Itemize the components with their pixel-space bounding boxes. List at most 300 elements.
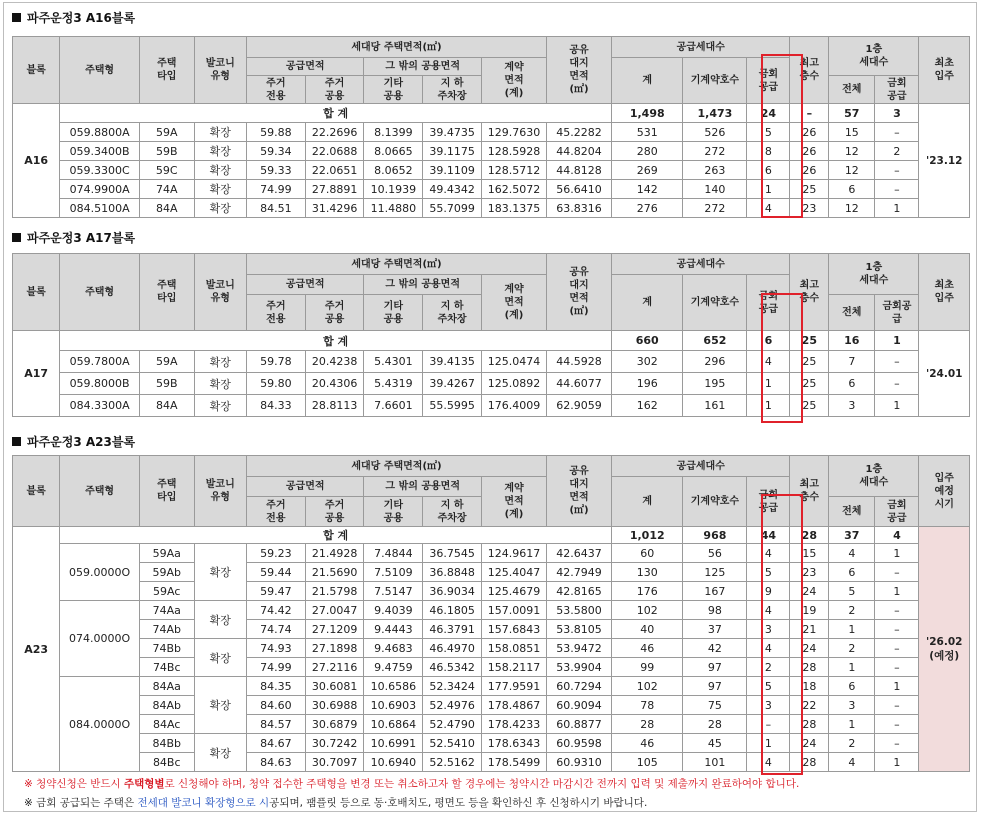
hdr-common: 주거 공용 xyxy=(305,76,364,104)
max-floor: 19 xyxy=(790,601,829,620)
hdr-supply-area: 공급면적 xyxy=(246,58,364,76)
land-share: 60.8877 xyxy=(547,715,612,734)
type: 74Aa xyxy=(139,601,194,620)
land-share: 60.7294 xyxy=(547,677,612,696)
max-floor: 24 xyxy=(790,639,829,658)
hdr-move-in: 입주 예정 시기 xyxy=(919,456,970,527)
exclusive-area: 84.33 xyxy=(246,395,305,417)
max-floor: 22 xyxy=(790,696,829,715)
etc-common: 9.4683 xyxy=(364,639,423,658)
type: 74Ab xyxy=(139,620,194,639)
common-area: 21.4928 xyxy=(305,544,364,563)
hdr-block: 블록 xyxy=(13,254,60,331)
hdr-area-per-unit: 세대당 주택면적(㎡) xyxy=(246,456,546,477)
first-floor-total: 6 xyxy=(829,373,875,395)
table-row xyxy=(13,715,970,734)
sum-this-supply: 44 xyxy=(747,527,790,544)
hdr-contract-area: 계약 면적 (계) xyxy=(481,477,546,527)
hdr-first-total: 전체 xyxy=(829,497,875,527)
hdr-area-per-unit: 세대당 주택면적(㎡) xyxy=(246,254,546,275)
housing-type-group: 084.0000O xyxy=(60,677,140,772)
units-contracted: 263 xyxy=(683,161,747,180)
units-contracted: 195 xyxy=(683,373,747,395)
exclusive-area: 84.51 xyxy=(246,199,305,218)
first-floor-total: 3 xyxy=(829,696,875,715)
parking-area: 55.7099 xyxy=(423,199,482,218)
max-floor: 25 xyxy=(790,395,829,417)
units-contracted: 97 xyxy=(683,658,747,677)
balcony: 확장 xyxy=(194,677,246,734)
units-contracted: 125 xyxy=(683,563,747,582)
units-this: 1 xyxy=(747,180,790,199)
common-area: 30.6879 xyxy=(305,715,364,734)
etc-common: 8.0665 xyxy=(364,142,423,161)
etc-common: 10.1939 xyxy=(364,180,423,199)
table-row xyxy=(13,753,970,772)
hdr-land-share: 공유 대지 면적 (㎡) xyxy=(547,254,612,331)
units-this: 4 xyxy=(747,639,790,658)
note-1: ※ 청약신청은 반드시 주택형별로 신청해야 하며, 청약 접수한 주택형을 변경 또는 취소하고자 할 경우에는 청약시간 마감시간 전까지 입력 및 제출까지 완료하여야 합니다. xyxy=(24,778,800,790)
first-floor-this: – xyxy=(875,180,919,199)
land-share: 60.9310 xyxy=(547,753,612,772)
etc-common: 9.4759 xyxy=(364,658,423,677)
units-this: 1 xyxy=(747,734,790,753)
parking-area: 36.8848 xyxy=(423,563,482,582)
housing-type: 084.5100A xyxy=(60,199,140,218)
common-area: 30.7097 xyxy=(305,753,364,772)
contract-area: 178.4233 xyxy=(481,715,546,734)
first-floor-this: – xyxy=(875,351,919,373)
parking-area: 52.5162 xyxy=(423,753,482,772)
parking-area: 39.4267 xyxy=(423,373,482,395)
max-floor: 23 xyxy=(790,563,829,582)
hdr-first-this: 금회 공급 xyxy=(875,497,919,527)
first-floor-total: 3 xyxy=(829,395,875,417)
contract-area: 125.0892 xyxy=(481,373,546,395)
balcony: 확장 xyxy=(194,123,246,142)
etc-common: 9.4039 xyxy=(364,601,423,620)
units-contracted: 167 xyxy=(683,582,747,601)
sum-label: 합 계 xyxy=(60,527,612,544)
hdr-block: 블록 xyxy=(13,37,60,104)
hdr-exclusive: 주거 전용 xyxy=(246,76,305,104)
hdr-first-floor: 1층 세대수 xyxy=(829,37,919,76)
parking-area: 36.9034 xyxy=(423,582,482,601)
type: 84A xyxy=(139,395,194,417)
units-this: 3 xyxy=(747,620,790,639)
hdr-total: 계 xyxy=(612,477,683,527)
etc-common: 5.4301 xyxy=(364,351,423,373)
units-total: 280 xyxy=(612,142,683,161)
exclusive-area: 84.60 xyxy=(246,696,305,715)
common-area: 21.5690 xyxy=(305,563,364,582)
first-floor-this: – xyxy=(875,563,919,582)
units-total: 46 xyxy=(612,639,683,658)
hdr-common: 주거 공용 xyxy=(305,295,364,331)
exclusive-area: 59.88 xyxy=(246,123,305,142)
units-contracted: 37 xyxy=(683,620,747,639)
first-floor-this: – xyxy=(875,639,919,658)
common-area: 22.0651 xyxy=(305,161,364,180)
land-share: 44.5928 xyxy=(547,351,612,373)
parking-area: 39.4735 xyxy=(423,123,482,142)
sum-total: 1,012 xyxy=(612,527,683,544)
common-area: 27.0047 xyxy=(305,601,364,620)
units-this: 8 xyxy=(747,142,790,161)
housing-type: 059.7800A xyxy=(60,351,140,373)
exclusive-area: 59.33 xyxy=(246,161,305,180)
hdr-move-in: 최초 입주 xyxy=(919,37,970,104)
balcony: 확장 xyxy=(194,544,246,601)
table-row xyxy=(13,395,970,417)
sum-first-total: 57 xyxy=(829,104,875,123)
units-contracted: 161 xyxy=(683,395,747,417)
hdr-etc-common: 기타 공용 xyxy=(364,76,423,104)
move-in-cell: '24.01 xyxy=(919,331,970,417)
land-share: 60.9598 xyxy=(547,734,612,753)
exclusive-area: 74.42 xyxy=(246,601,305,620)
first-floor-total: 12 xyxy=(829,142,875,161)
units-total: 162 xyxy=(612,395,683,417)
type: 74A xyxy=(139,180,194,199)
units-total: 46 xyxy=(612,734,683,753)
block-cell: A17 xyxy=(13,331,60,417)
balcony: 확장 xyxy=(194,395,246,417)
section-title-a23: 파주운정3 A23블록 xyxy=(12,433,135,450)
units-contracted: 272 xyxy=(683,142,747,161)
etc-common: 10.6991 xyxy=(364,734,423,753)
sum-total: 1,498 xyxy=(612,104,683,123)
note-2: ※ 금회 공급되는 주택은 전세대 발코니 확장형으로 시공되며, 팸플릿 등으로 동·호배치도, 평면도 등을 확인하신 후 신청하시기 바랍니다. xyxy=(24,797,648,809)
type: 59Ab xyxy=(139,563,194,582)
units-total: 60 xyxy=(612,544,683,563)
etc-common: 8.1399 xyxy=(364,123,423,142)
units-total: 99 xyxy=(612,658,683,677)
hdr-this-supply: 금회 공급 xyxy=(747,58,790,104)
table-row xyxy=(13,199,970,218)
balcony: 확장 xyxy=(194,639,246,677)
units-contracted: 526 xyxy=(683,123,747,142)
common-area: 30.7242 xyxy=(305,734,364,753)
sum-this-supply: 6 xyxy=(747,331,790,351)
max-floor: 25 xyxy=(790,373,829,395)
etc-common: 10.6940 xyxy=(364,753,423,772)
balcony: 확장 xyxy=(194,601,246,639)
sum-contracted: 1,473 xyxy=(683,104,747,123)
units-this: 4 xyxy=(747,753,790,772)
table-a16 xyxy=(12,36,970,218)
sum-first-this: 4 xyxy=(875,527,919,544)
common-area: 28.8113 xyxy=(305,395,364,417)
table-row xyxy=(13,582,970,601)
table-row xyxy=(13,161,970,180)
units-this: 5 xyxy=(747,677,790,696)
exclusive-area: 84.63 xyxy=(246,753,305,772)
contract-area: 178.5499 xyxy=(481,753,546,772)
type: 84Aa xyxy=(139,677,194,696)
parking-area: 36.7545 xyxy=(423,544,482,563)
hdr-block: 블록 xyxy=(13,456,60,527)
units-total: 40 xyxy=(612,620,683,639)
first-floor-total: 2 xyxy=(829,734,875,753)
table-row xyxy=(13,544,970,563)
units-contracted: 98 xyxy=(683,601,747,620)
first-floor-total: 15 xyxy=(829,123,875,142)
parking-area: 52.4976 xyxy=(423,696,482,715)
units-contracted: 56 xyxy=(683,544,747,563)
first-floor-total: 1 xyxy=(829,620,875,639)
section-title-a17: 파주운정3 A17블록 xyxy=(12,229,135,246)
section-title-a16: 파주운정3 A16블록 xyxy=(12,9,135,26)
sum-max-floor: 28 xyxy=(790,527,829,544)
table-row xyxy=(13,677,970,696)
first-floor-this: – xyxy=(875,696,919,715)
max-floor: 15 xyxy=(790,544,829,563)
land-share: 63.8316 xyxy=(547,199,612,218)
max-floor: 25 xyxy=(790,180,829,199)
common-area: 27.2116 xyxy=(305,658,364,677)
type: 59C xyxy=(139,161,194,180)
table-row xyxy=(13,734,970,753)
units-total: 196 xyxy=(612,373,683,395)
housing-type: 059.8000B xyxy=(60,373,140,395)
units-total: 130 xyxy=(612,563,683,582)
sum-max-floor: 25 xyxy=(790,331,829,351)
units-this: 5 xyxy=(747,563,790,582)
hdr-land-share: 공유 대지 면적 (㎡) xyxy=(547,456,612,527)
first-floor-this: – xyxy=(875,734,919,753)
land-share: 42.8165 xyxy=(547,582,612,601)
contract-area: 176.4009 xyxy=(481,395,546,417)
common-area: 30.6081 xyxy=(305,677,364,696)
etc-common: 10.6586 xyxy=(364,677,423,696)
contract-area: 158.2117 xyxy=(481,658,546,677)
sum-contracted: 968 xyxy=(683,527,747,544)
first-floor-this: 1 xyxy=(875,395,919,417)
exclusive-area: 74.99 xyxy=(246,180,305,199)
parking-area: 52.4790 xyxy=(423,715,482,734)
hdr-max-floor: 최고 층수 xyxy=(790,456,829,527)
table-a23 xyxy=(12,455,970,772)
first-floor-total: 2 xyxy=(829,601,875,620)
land-share: 45.2282 xyxy=(547,123,612,142)
common-area: 27.1898 xyxy=(305,639,364,658)
hdr-contract-area: 계약 면적 (계) xyxy=(481,275,546,331)
hdr-other-common: 그 밖의 공용면적 xyxy=(364,477,482,497)
units-this: 1 xyxy=(747,395,790,417)
parking-area: 39.1175 xyxy=(423,142,482,161)
hdr-land-share: 공유 대지 면적 (㎡) xyxy=(547,37,612,104)
max-floor: 28 xyxy=(790,715,829,734)
common-area: 31.4296 xyxy=(305,199,364,218)
etc-common: 9.4443 xyxy=(364,620,423,639)
first-floor-this: 2 xyxy=(875,142,919,161)
sum-this-supply: 24 xyxy=(747,104,790,123)
type: 74Bb xyxy=(139,639,194,658)
housing-type: 084.3300A xyxy=(60,395,140,417)
first-floor-this: 1 xyxy=(875,582,919,601)
common-area: 20.4306 xyxy=(305,373,364,395)
housing-type: 059.3300C xyxy=(60,161,140,180)
units-total: 269 xyxy=(612,161,683,180)
table-row xyxy=(13,180,970,199)
units-total: 302 xyxy=(612,351,683,373)
max-floor: 23 xyxy=(790,199,829,218)
land-share: 53.9904 xyxy=(547,658,612,677)
first-floor-this: – xyxy=(875,601,919,620)
contract-area: 178.6343 xyxy=(481,734,546,753)
exclusive-area: 59.44 xyxy=(246,563,305,582)
hdr-contract-area: 계약 면적 (계) xyxy=(481,58,546,104)
hdr-type: 주택 타입 xyxy=(139,456,194,527)
hdr-common: 주거 공용 xyxy=(305,497,364,527)
units-contracted: 45 xyxy=(683,734,747,753)
hdr-etc-common: 기타 공용 xyxy=(364,295,423,331)
max-floor: 24 xyxy=(790,582,829,601)
exclusive-area: 74.93 xyxy=(246,639,305,658)
hdr-type: 주택 타입 xyxy=(139,37,194,104)
first-floor-this: – xyxy=(875,161,919,180)
first-floor-this: – xyxy=(875,658,919,677)
table-row xyxy=(13,142,970,161)
sum-first-this: 1 xyxy=(875,331,919,351)
units-this: 3 xyxy=(747,696,790,715)
table-row xyxy=(13,563,970,582)
table-row xyxy=(13,351,970,373)
land-share: 62.9059 xyxy=(547,395,612,417)
type: 59B xyxy=(139,142,194,161)
parking-area: 46.5342 xyxy=(423,658,482,677)
type: 84Bc xyxy=(139,753,194,772)
units-contracted: 28 xyxy=(683,715,747,734)
balcony: 확장 xyxy=(194,734,246,772)
units-this: 2 xyxy=(747,658,790,677)
units-total: 102 xyxy=(612,601,683,620)
contract-area: 124.9617 xyxy=(481,544,546,563)
contract-area: 125.4047 xyxy=(481,563,546,582)
first-floor-this: 1 xyxy=(875,199,919,218)
etc-common: 10.6903 xyxy=(364,696,423,715)
land-share: 56.6410 xyxy=(547,180,612,199)
common-area: 27.1209 xyxy=(305,620,364,639)
first-floor-total: 6 xyxy=(829,563,875,582)
hdr-supply-area: 공급면적 xyxy=(246,275,364,295)
common-area: 21.5798 xyxy=(305,582,364,601)
max-floor: 18 xyxy=(790,677,829,696)
type: 59Ac xyxy=(139,582,194,601)
contract-area: 162.5072 xyxy=(481,180,546,199)
contract-area: 178.4867 xyxy=(481,696,546,715)
first-floor-total: 4 xyxy=(829,753,875,772)
land-share: 42.6437 xyxy=(547,544,612,563)
table-row xyxy=(13,696,970,715)
land-share: 42.7949 xyxy=(547,563,612,582)
units-contracted: 97 xyxy=(683,677,747,696)
first-floor-total: 5 xyxy=(829,582,875,601)
type: 74Bc xyxy=(139,658,194,677)
units-total: 28 xyxy=(612,715,683,734)
land-share: 44.8204 xyxy=(547,142,612,161)
contract-area: 157.0091 xyxy=(481,601,546,620)
first-floor-total: 7 xyxy=(829,351,875,373)
sum-first-this: 3 xyxy=(875,104,919,123)
units-this: 5 xyxy=(747,123,790,142)
hdr-first-this: 금회 공급 xyxy=(875,76,919,104)
exclusive-area: 59.78 xyxy=(246,351,305,373)
land-share: 53.5800 xyxy=(547,601,612,620)
units-contracted: 272 xyxy=(683,199,747,218)
units-total: 276 xyxy=(612,199,683,218)
balcony: 확장 xyxy=(194,351,246,373)
max-floor: 26 xyxy=(790,142,829,161)
etc-common: 7.6601 xyxy=(364,395,423,417)
hdr-housing-type: 주택형 xyxy=(60,37,140,104)
hdr-supply-units: 공급세대수 xyxy=(612,37,790,58)
balcony: 확장 xyxy=(194,180,246,199)
max-floor: 26 xyxy=(790,123,829,142)
hdr-housing-type: 주택형 xyxy=(60,456,140,527)
contract-area: 128.5712 xyxy=(481,161,546,180)
units-this: – xyxy=(747,715,790,734)
balcony: 확장 xyxy=(194,142,246,161)
sum-label: 합 계 xyxy=(60,104,612,123)
type: 59Aa xyxy=(139,544,194,563)
table-row xyxy=(13,620,970,639)
housing-type: 059.8800A xyxy=(60,123,140,142)
hdr-first-floor: 1층 세대수 xyxy=(829,254,919,295)
hdr-other-common: 그 밖의 공용면적 xyxy=(364,275,482,295)
hdr-this-supply: 금회 공급 xyxy=(747,477,790,527)
hdr-type: 주택 타입 xyxy=(139,254,194,331)
hdr-exclusive: 주거 전용 xyxy=(246,497,305,527)
exclusive-area: 59.80 xyxy=(246,373,305,395)
housing-type: 059.3400B xyxy=(60,142,140,161)
first-floor-this: 1 xyxy=(875,544,919,563)
hdr-total: 계 xyxy=(612,275,683,331)
units-contracted: 296 xyxy=(683,351,747,373)
contract-area: 129.7630 xyxy=(481,123,546,142)
hdr-supply-units: 공급세대수 xyxy=(612,456,790,477)
balcony: 확장 xyxy=(194,373,246,395)
first-floor-this: 1 xyxy=(875,677,919,696)
units-this: 6 xyxy=(747,161,790,180)
type: 84Ab xyxy=(139,696,194,715)
exclusive-area: 84.57 xyxy=(246,715,305,734)
sum-label: 합 계 xyxy=(60,331,612,351)
table-row xyxy=(13,373,970,395)
sum-first-total: 37 xyxy=(829,527,875,544)
units-total: 142 xyxy=(612,180,683,199)
type: 84Ac xyxy=(139,715,194,734)
hdr-other-common: 그 밖의 공용면적 xyxy=(364,58,482,76)
hdr-max-floor: 최고 층수 xyxy=(790,37,829,104)
hdr-this-supply: 금회 공급 xyxy=(747,275,790,331)
common-area: 27.8891 xyxy=(305,180,364,199)
parking-area: 46.1805 xyxy=(423,601,482,620)
units-contracted: 101 xyxy=(683,753,747,772)
first-floor-total: 6 xyxy=(829,180,875,199)
contract-area: 157.6843 xyxy=(481,620,546,639)
hdr-parking: 지 하 주차장 xyxy=(423,295,482,331)
units-total: 105 xyxy=(612,753,683,772)
hdr-balcony: 발코니 유형 xyxy=(194,254,246,331)
block-cell: A16 xyxy=(13,104,60,218)
max-floor: 26 xyxy=(790,161,829,180)
etc-common: 7.5109 xyxy=(364,563,423,582)
exclusive-area: 74.74 xyxy=(246,620,305,639)
etc-common: 7.5147 xyxy=(364,582,423,601)
land-share: 53.9472 xyxy=(547,639,612,658)
